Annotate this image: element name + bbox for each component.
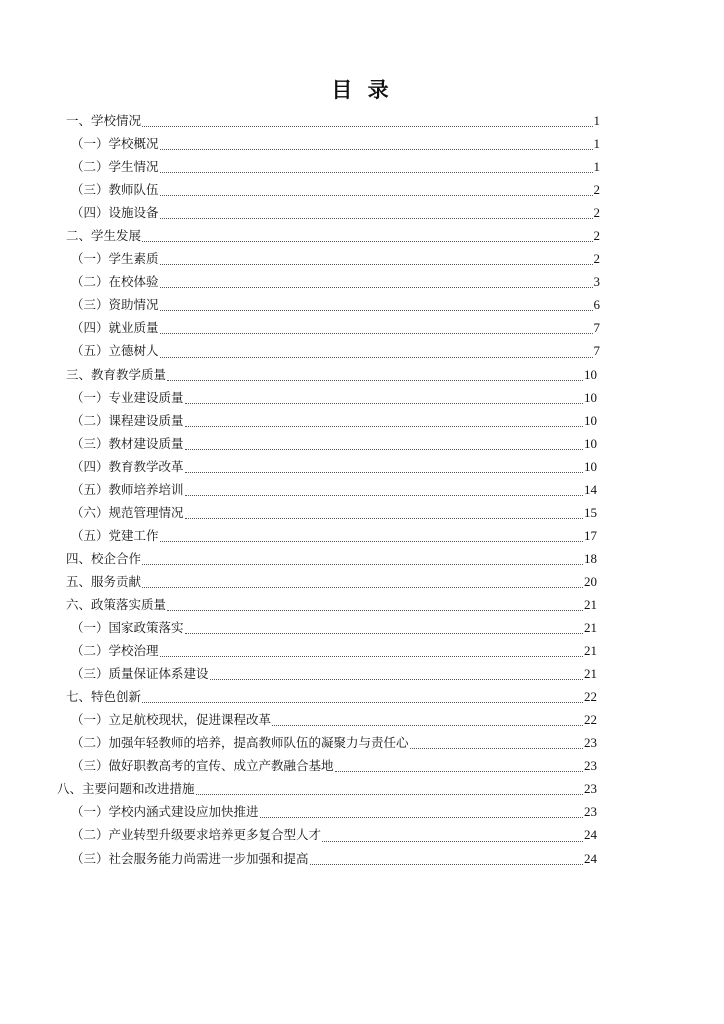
toc-leader-dots: [335, 771, 583, 772]
toc-leader-dots: [310, 864, 583, 865]
toc-entry-title: （一）学生素质: [71, 251, 159, 267]
toc-leader-dots: [142, 126, 592, 127]
toc-entry[interactable]: [0, 316, 600, 339]
toc-entry[interactable]: [0, 639, 597, 662]
toc-entry-title: （四）教育教学改革: [71, 458, 184, 474]
toc-leader-dots: [167, 610, 583, 611]
toc-entry-page-number: 24: [584, 850, 597, 866]
toc-leader-dots: [167, 380, 583, 381]
toc-entry-page-number: 24: [584, 827, 597, 843]
toc-entry-title: （三）社会服务能力尚需进一步加强和提高: [71, 850, 309, 866]
toc-entry-page-number: 21: [584, 666, 597, 682]
toc-entry-page-number: 1: [593, 136, 600, 152]
toc-entry-title: （三）质量保证体系建设: [71, 666, 209, 682]
toc-leader-dots: [142, 702, 583, 703]
toc-entry-page-number: 7: [593, 320, 600, 336]
toc-entry-title: 一、学校情况: [66, 113, 142, 129]
toc-entry-title: （一）专业建设质量: [71, 389, 184, 405]
toc-leader-dots: [210, 679, 583, 680]
toc-leader-dots: [142, 587, 583, 588]
toc-entry-page-number: 22: [584, 712, 597, 728]
toc-entry[interactable]: [0, 777, 597, 800]
toc-entry-title: （三）做好职教高考的宣传、成立产教融合基地: [71, 758, 334, 774]
toc-entry-title: （三）资助情况: [71, 297, 159, 313]
toc-leader-dots: [185, 518, 583, 519]
toc-entry-page-number: 23: [584, 781, 597, 797]
toc-leader-dots: [160, 172, 593, 173]
toc-entry[interactable]: [0, 178, 600, 201]
toc-entry[interactable]: [0, 386, 597, 409]
page-title: 目 录: [331, 78, 393, 102]
toc-leader-dots: [185, 449, 583, 450]
toc-leader-dots: [160, 149, 593, 150]
toc-entry[interactable]: [0, 455, 597, 478]
toc-leader-dots: [160, 656, 583, 657]
toc-entry-title: （三）教材建设质量: [71, 435, 184, 451]
toc-entry[interactable]: [0, 731, 597, 754]
toc-entry-title: （二）加强年轻教师的培养，提高教师队伍的凝聚力与责任心: [71, 735, 409, 751]
toc-leader-dots: [142, 564, 583, 565]
toc-entry[interactable]: [0, 339, 600, 362]
toc-entry-page-number: 2: [593, 205, 600, 221]
toc-entry[interactable]: [0, 132, 600, 155]
toc-leader-dots: [196, 794, 583, 795]
toc-entry[interactable]: [0, 270, 600, 293]
toc-entry-title: （五）党建工作: [71, 527, 159, 543]
toc-entry-title: 六、政策落实质量: [66, 597, 167, 612]
toc-leader-dots: [160, 541, 583, 542]
toc-entry[interactable]: [0, 593, 597, 616]
toc-entry-title: （一）学校内涵式建设应加快推进: [71, 804, 259, 820]
toc-entry[interactable]: [0, 547, 597, 570]
toc-entry-page-number: 17: [584, 527, 597, 543]
toc-entry[interactable]: [0, 409, 597, 432]
toc-leader-dots: [185, 426, 583, 427]
toc-entry-title: （三）教师队伍: [71, 182, 159, 198]
toc-entry[interactable]: [0, 616, 597, 639]
toc-entry[interactable]: [0, 478, 597, 501]
toc-entry-title: （四）就业质量: [71, 320, 159, 336]
toc-leader-dots: [322, 841, 583, 842]
toc-leader-dots: [260, 817, 583, 818]
toc-entry-title: 八、主要问题和改进措施: [57, 781, 195, 797]
toc-entry[interactable]: [0, 524, 597, 547]
toc-entry[interactable]: [0, 823, 597, 846]
toc-entry-title: 五、服务贡献: [66, 573, 142, 589]
toc-entry-title: 二、学生发展: [66, 228, 142, 244]
toc-entry[interactable]: [0, 847, 597, 870]
toc-entry[interactable]: [0, 501, 597, 524]
toc-entry-title: （二）课程建设质量: [71, 412, 184, 428]
toc-entry-page-number: 21: [584, 597, 597, 612]
toc-entry[interactable]: [0, 570, 597, 593]
toc-leader-dots: [160, 287, 593, 288]
toc-leader-dots: [160, 310, 593, 311]
toc-entry-title: （五）立德树人: [71, 343, 159, 359]
toc-entry-page-number: 20: [584, 573, 597, 589]
toc-entry[interactable]: [0, 293, 600, 316]
toc-entry[interactable]: [0, 754, 597, 777]
toc-entry-page-number: 1: [593, 113, 600, 129]
toc-leader-dots: [272, 725, 583, 726]
toc-entry[interactable]: [0, 363, 597, 386]
toc-leader-dots: [160, 218, 593, 219]
toc-leader-dots: [142, 241, 592, 242]
toc-entry-title: 七、特色创新: [66, 689, 142, 705]
toc-entry[interactable]: [0, 247, 600, 270]
toc-leader-dots: [160, 195, 593, 196]
toc-entry-title: （六）规范管理情况: [71, 504, 184, 520]
toc-entry-title: （二）产业转型升级要求培养更多复合型人才: [71, 827, 322, 843]
toc-entry-page-number: 10: [584, 366, 597, 382]
toc-entry-page-number: 2: [593, 251, 600, 267]
toc-leader-dots: [185, 633, 583, 634]
toc-leader-dots: [160, 333, 593, 334]
toc-entry-page-number: 21: [584, 643, 597, 659]
toc-entry-page-number: 22: [584, 689, 597, 705]
toc-entry-page-number: 21: [584, 620, 597, 636]
toc-leader-dots: [185, 495, 583, 496]
toc-entry-title: 三、教育教学质量: [66, 366, 167, 382]
toc-entry[interactable]: [0, 800, 597, 823]
toc-entry-title: （二）学校治理: [71, 643, 159, 659]
toc-leader-dots: [185, 472, 583, 473]
toc-entry-title: （一）立足航校现状，促进课程改革: [71, 712, 272, 728]
toc-leader-dots: [160, 357, 593, 358]
toc-entry-page-number: 7: [593, 343, 600, 359]
toc-entry-page-number: 10: [584, 458, 597, 474]
table-of-contents: [0, 109, 724, 870]
toc-leader-dots: [410, 748, 583, 749]
toc-entry-title: （四）设施设备: [71, 205, 159, 221]
toc-entry-page-number: 18: [584, 550, 597, 566]
toc-entry-page-number: 3: [593, 274, 600, 290]
toc-entry-title: （一）学校概况: [71, 136, 159, 152]
toc-entry-page-number: 10: [584, 412, 597, 428]
toc-entry[interactable]: [0, 201, 600, 224]
toc-entry-page-number: 23: [584, 804, 597, 820]
toc-leader-dots: [185, 403, 583, 404]
toc-entry[interactable]: [0, 685, 597, 708]
toc-entry[interactable]: [0, 155, 600, 178]
toc-entry-page-number: 14: [584, 481, 597, 497]
toc-leader-dots: [160, 264, 593, 265]
toc-entry-title: （二）在校体验: [71, 274, 159, 290]
toc-entry-title: （一）国家政策落实: [71, 620, 184, 636]
toc-entry-page-number: 23: [584, 758, 597, 774]
toc-entry-page-number: 23: [584, 735, 597, 751]
toc-entry-page-number: 6: [593, 297, 600, 313]
toc-entry-title: 四、校企合作: [66, 550, 142, 566]
toc-entry-page-number: 15: [584, 504, 597, 520]
toc-entry-page-number: 1: [593, 159, 600, 175]
toc-entry[interactable]: [0, 662, 597, 685]
toc-entry-page-number: 10: [584, 435, 597, 451]
toc-entry-title: （五）教师培养培训: [71, 481, 184, 497]
toc-entry[interactable]: [0, 708, 597, 731]
toc-entry-page-number: 10: [584, 389, 597, 405]
toc-entry[interactable]: [0, 109, 600, 132]
toc-entry[interactable]: [0, 432, 597, 455]
toc-entry-page-number: 2: [593, 228, 600, 244]
toc-entry-page-number: 2: [593, 182, 600, 198]
toc-entry[interactable]: [0, 224, 600, 247]
toc-entry-title: （二）学生情况: [71, 159, 159, 175]
